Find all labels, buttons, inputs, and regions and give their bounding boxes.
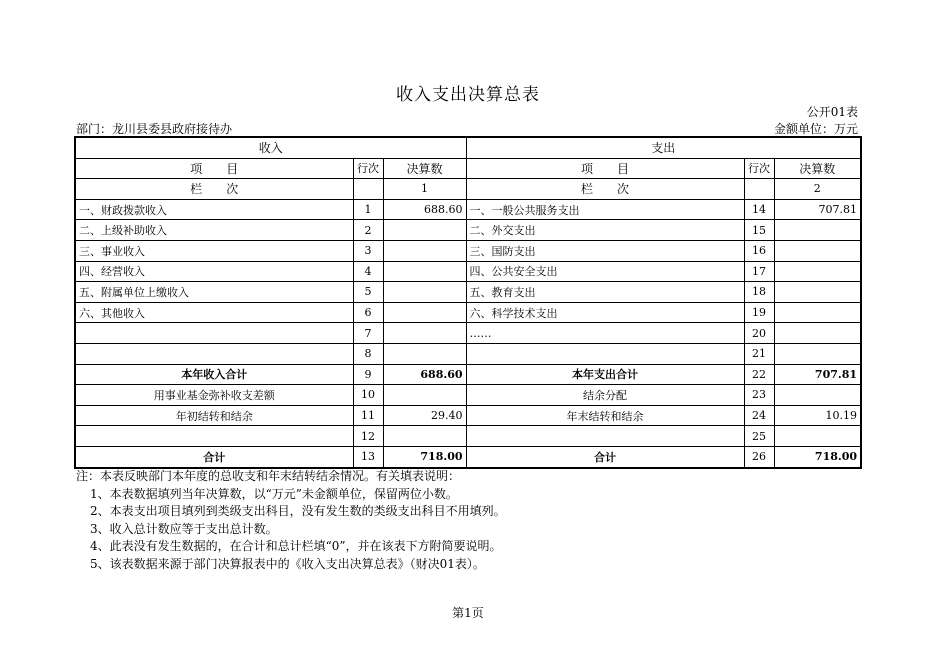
income-row-no-cell: 2 xyxy=(353,220,383,241)
income-item-cell: 六、其他收入 xyxy=(75,302,353,323)
income-item-cell: 合计 xyxy=(75,446,353,467)
table-row xyxy=(75,323,861,344)
notes-intro: 注：本表反映部门本年度的总收支和年末结转结余情况。有关填表说明： xyxy=(76,469,461,483)
income-amount-cell xyxy=(383,343,466,364)
income-row-no-cell: 5 xyxy=(353,282,383,303)
table-row xyxy=(75,385,861,406)
income-amount-cell xyxy=(383,385,466,406)
income-amount-cell: 718.00 xyxy=(383,446,466,467)
expense-amount-cell: 707.81 xyxy=(774,199,861,220)
income-amount-cell xyxy=(383,261,466,282)
expense-row-no-cell: 19 xyxy=(744,302,774,323)
income-row-no-cell: 12 xyxy=(353,426,383,447)
column-header-row xyxy=(75,158,861,179)
income-item-cell: 年初结转和结余 xyxy=(75,405,353,426)
expense-item-cell xyxy=(466,343,744,364)
income-item-cell xyxy=(75,343,353,364)
income-item-cell: 一、财政拨款收入 xyxy=(75,199,353,220)
table-row xyxy=(75,282,861,303)
expense-amount-cell xyxy=(774,240,861,261)
notes-section xyxy=(76,468,506,573)
expense-amount-cell: 707.81 xyxy=(774,364,861,385)
income-item-cell: 本年收入合计 xyxy=(75,364,353,385)
expense-item-cell: 本年支出合计 xyxy=(466,364,744,385)
income-row-no-cell: 1 xyxy=(353,199,383,220)
income-amount-cell xyxy=(383,240,466,261)
expense-row-no-cell: 25 xyxy=(744,426,774,447)
expense-amount-cell xyxy=(774,343,861,364)
table-row xyxy=(75,302,861,323)
expense-row-no-cell: 16 xyxy=(744,240,774,261)
income-row-no-header: 行次 xyxy=(353,158,383,179)
expense-row-no-cell: 22 xyxy=(744,364,774,385)
note-item: 4、此表没有发生数据的，在合计和总计栏填“0”，并在该表下方附简要说明。 xyxy=(90,539,502,553)
expense-row-no-cell: 26 xyxy=(744,446,774,467)
income-section-header: 收入 xyxy=(75,137,466,158)
department-label: 部门：龙川县委县政府接待办 xyxy=(76,122,233,136)
income-expense-table xyxy=(74,136,862,469)
income-row-no-cell: 10 xyxy=(353,385,383,406)
page-title: 收入支出决算总表 xyxy=(396,85,540,105)
note-item: 2、本表支出项目填列到类级支出科目，没有发生数的类级支出科目不用填列。 xyxy=(90,504,506,518)
income-item-cell xyxy=(75,323,353,344)
expense-column-blank xyxy=(744,179,774,200)
expense-section-header: 支出 xyxy=(466,137,861,158)
income-item-cell: 二、上级补助收入 xyxy=(75,220,353,241)
expense-item-cell: 年末结转和结余 xyxy=(466,405,744,426)
expense-row-no-cell: 14 xyxy=(744,199,774,220)
expense-amount-header: 决算数 xyxy=(774,158,861,179)
table-row xyxy=(75,261,861,282)
expense-column-number: 2 xyxy=(774,179,861,200)
column-index-row xyxy=(75,179,861,200)
form-number: 公开01表 xyxy=(806,105,858,119)
expense-row-no-cell: 20 xyxy=(744,323,774,344)
income-item-cell: 五、附属单位上缴收入 xyxy=(75,282,353,303)
income-row-no-cell: 7 xyxy=(353,323,383,344)
income-amount-cell xyxy=(383,282,466,303)
income-row-no-cell: 6 xyxy=(353,302,383,323)
expense-row-no-header: 行次 xyxy=(744,158,774,179)
income-row-no-cell: 13 xyxy=(353,446,383,467)
expense-row-no-cell: 21 xyxy=(744,343,774,364)
expense-row-no-cell: 17 xyxy=(744,261,774,282)
expense-item-header: 项 目 xyxy=(466,158,744,179)
expense-amount-cell xyxy=(774,282,861,303)
table-row xyxy=(75,199,861,220)
table-row xyxy=(75,343,861,364)
income-amount-cell: 688.60 xyxy=(383,364,466,385)
expense-amount-cell xyxy=(774,302,861,323)
income-row-no-cell: 9 xyxy=(353,364,383,385)
income-item-cell: 四、经营收入 xyxy=(75,261,353,282)
income-row-no-cell: 3 xyxy=(353,240,383,261)
income-item-cell: 用事业基金弥补收支差额 xyxy=(75,385,353,406)
section-header-row xyxy=(75,137,861,158)
expense-column-label: 栏 次 xyxy=(466,179,744,200)
expense-amount-cell: 10.19 xyxy=(774,405,861,426)
expense-item-cell: 合计 xyxy=(466,446,744,467)
note-item: 3、收入总计数应等于支出总计数。 xyxy=(90,521,278,536)
note-item: 1、本表数据填列当年决算数，以“万元”未金额单位，保留两位小数。 xyxy=(90,486,458,501)
income-amount-cell: 29.40 xyxy=(383,405,466,426)
expense-item-cell: 六、科学技术支出 xyxy=(466,302,744,323)
table-row xyxy=(75,220,861,241)
expense-row-no-cell: 24 xyxy=(744,405,774,426)
expense-row-no-cell: 18 xyxy=(744,282,774,303)
expense-item-cell: 一、一般公共服务支出 xyxy=(466,199,744,220)
income-item-cell xyxy=(75,426,353,447)
page-number: 第1页 xyxy=(452,606,484,620)
expense-amount-cell xyxy=(774,385,861,406)
expense-item-cell xyxy=(466,426,744,447)
income-amount-cell xyxy=(383,323,466,344)
expense-item-cell: 五、教育支出 xyxy=(466,282,744,303)
expense-row-no-cell: 23 xyxy=(744,385,774,406)
expense-amount-cell: 718.00 xyxy=(774,446,861,467)
expense-item-cell: 二、外交支出 xyxy=(466,220,744,241)
expense-amount-cell xyxy=(774,426,861,447)
expense-amount-cell xyxy=(774,323,861,344)
table-row xyxy=(75,405,861,426)
income-amount-cell xyxy=(383,426,466,447)
income-amount-header: 决算数 xyxy=(383,158,466,179)
income-item-header: 项 目 xyxy=(75,158,353,179)
income-row-no-cell: 4 xyxy=(353,261,383,282)
table-row xyxy=(75,364,861,385)
income-column-label: 栏 次 xyxy=(75,179,353,200)
expense-item-cell: 三、国防支出 xyxy=(466,240,744,261)
amount-unit-label: 金额单位：万元 xyxy=(773,122,858,136)
income-amount-cell xyxy=(383,302,466,323)
income-amount-cell xyxy=(383,220,466,241)
income-item-cell: 三、事业收入 xyxy=(75,240,353,261)
expense-row-no-cell: 15 xyxy=(744,220,774,241)
expense-amount-cell xyxy=(774,220,861,241)
income-row-no-cell: 8 xyxy=(353,343,383,364)
income-amount-cell: 688.60 xyxy=(383,199,466,220)
expense-amount-cell xyxy=(774,261,861,282)
income-column-number: 1 xyxy=(383,179,466,200)
expense-item-cell: …… xyxy=(466,323,744,344)
income-column-blank xyxy=(353,179,383,200)
table-row xyxy=(75,240,861,261)
table-row xyxy=(75,426,861,447)
note-item: 5、该表数据来源于部门决算报表中的《收入支出决算总表》（财决01表）。 xyxy=(90,556,485,571)
expense-item-cell: 结余分配 xyxy=(466,385,744,406)
table-row xyxy=(75,446,861,467)
expense-item-cell: 四、公共安全支出 xyxy=(466,261,744,282)
income-row-no-cell: 11 xyxy=(353,405,383,426)
